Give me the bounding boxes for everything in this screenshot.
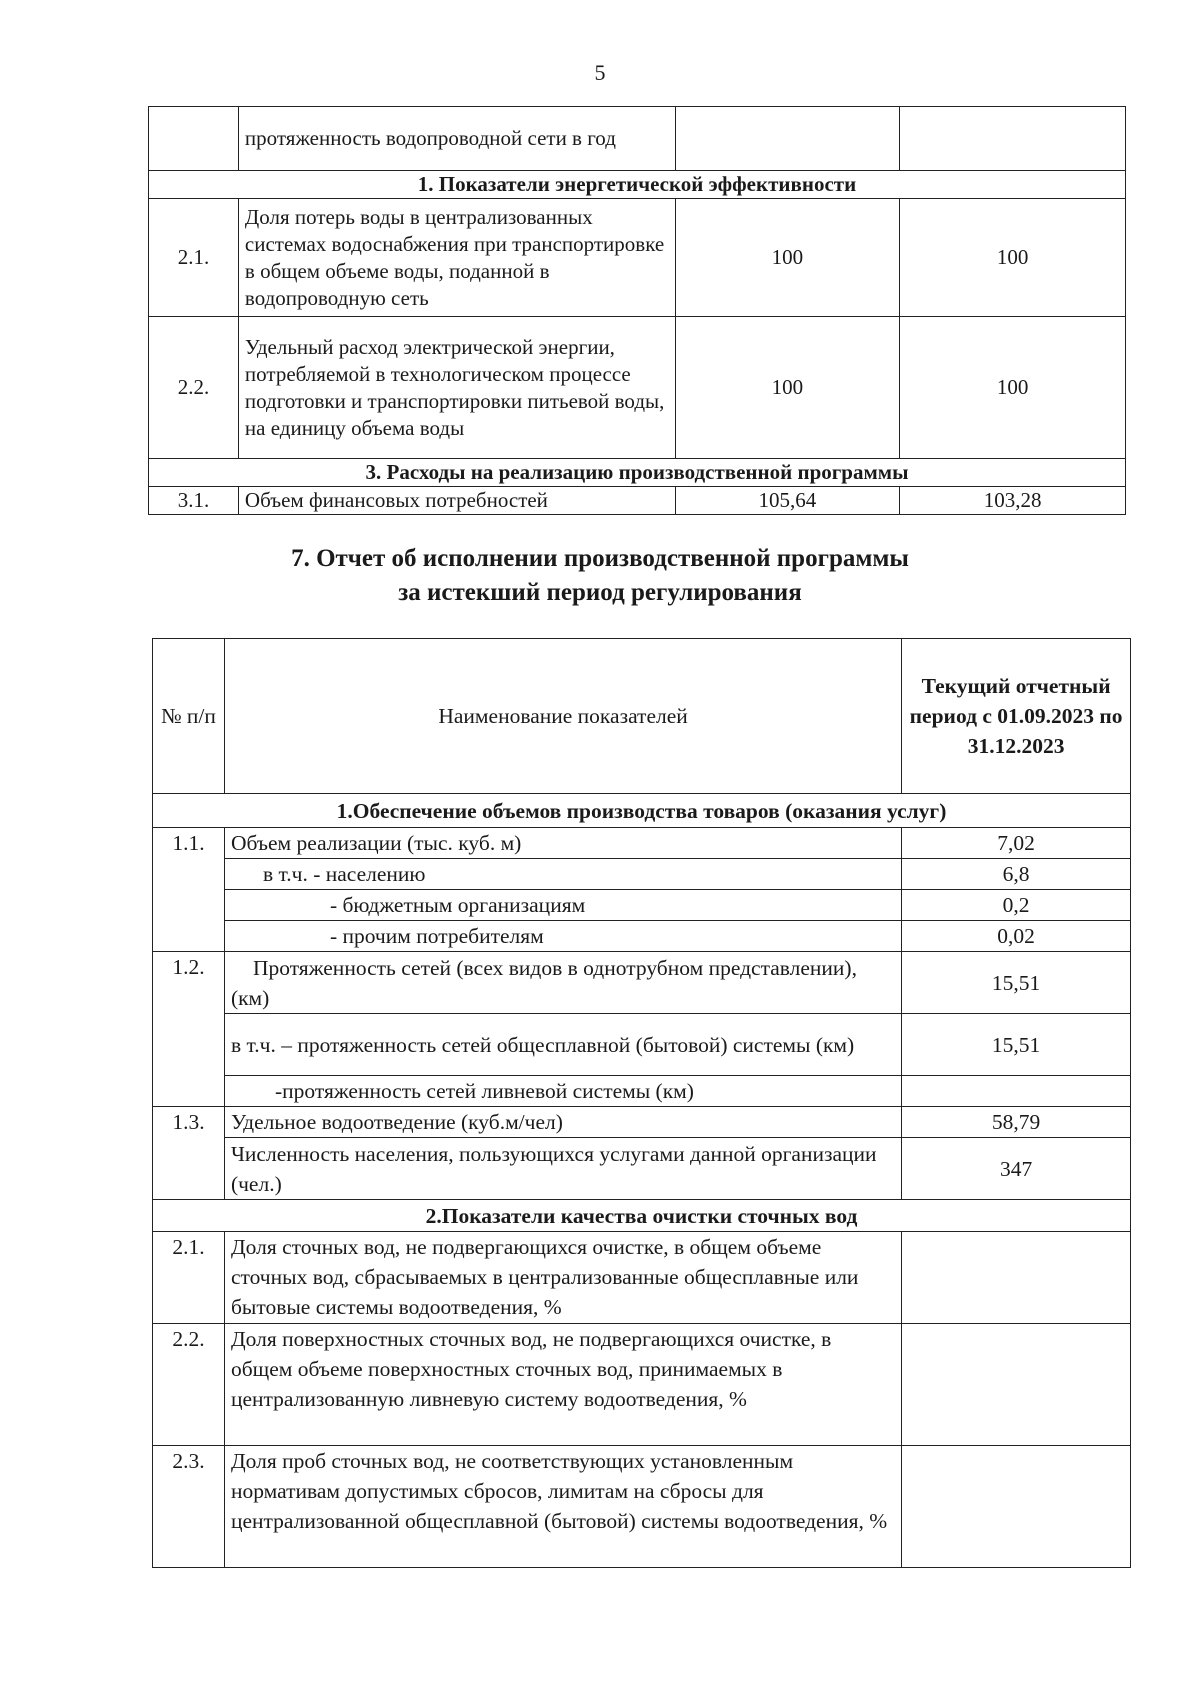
table-row — [149, 199, 1126, 317]
table-row — [153, 1232, 1131, 1324]
table-row — [153, 859, 1131, 890]
value-cell — [900, 107, 1126, 171]
header-period: Текущий отчетный период с 01.09.2023 по 31.12.2023 — [902, 639, 1131, 794]
row-number: 2.2. — [149, 317, 239, 459]
indicator-name: протяженность водопроводной сети в год — [238, 107, 675, 171]
row-number: 1.3. — [153, 1107, 225, 1200]
table-row — [149, 317, 1126, 459]
value-cell: 0,02 — [902, 921, 1131, 952]
section-title: 1.Обеспечение объемов производства товаров (оказания услуг) — [153, 794, 1131, 828]
value-cell: 0,2 — [902, 890, 1131, 921]
table-row — [153, 1324, 1131, 1446]
row-number: 2.2. — [153, 1324, 225, 1446]
table-row — [153, 1107, 1131, 1138]
section-title: 1. Показатели энергетической эффективности — [149, 171, 1126, 199]
table-row — [149, 487, 1126, 515]
table-row — [153, 828, 1131, 859]
value-cell — [902, 1324, 1131, 1446]
table-row — [153, 1014, 1131, 1076]
header-row — [153, 639, 1131, 794]
value-cell: 100 — [675, 317, 900, 459]
page-number: 5 — [594, 60, 606, 85]
value-cell: 103,28 — [900, 487, 1126, 515]
section-title: 2.Показатели качества очистки сточных вод — [153, 1200, 1131, 1232]
table-row — [149, 107, 1126, 171]
indicator-name: в т.ч. – протяженность сетей общесплавной (бытовой) системы (км) — [224, 1014, 901, 1076]
value-cell: 7,02 — [902, 828, 1131, 859]
row-number: 1.1. — [153, 828, 225, 952]
value-cell — [902, 1232, 1131, 1324]
row-number: 2.1. — [149, 199, 239, 317]
table-energy-indicators — [148, 106, 1126, 515]
value-cell — [902, 1076, 1131, 1107]
section-subheading: за истекший период регулирования — [398, 579, 802, 606]
indicator-name: -протяженность сетей ливневой системы (км) — [224, 1076, 901, 1107]
value-cell: 6,8 — [902, 859, 1131, 890]
indicator-name: Удельное водоотведение (куб.м/чел) — [224, 1107, 901, 1138]
value-cell — [675, 107, 900, 171]
section-row — [153, 1200, 1131, 1232]
indicator-name: Доля сточных вод, не подвергающихся очистке, в общем объеме сточных вод, сбрасываемых в централизованные общесплавные или бытовые системы водоотведения, % — [224, 1232, 901, 1324]
table-row — [153, 1138, 1131, 1200]
indicator-name: Доля проб сточных вод, не соответствующих установленным нормативам допустимых сбросов, лимитам на сбросы для централизованной общесплавной (бытовой) системы водоотведения, % — [224, 1446, 901, 1568]
row-number — [149, 107, 239, 171]
header-name: Наименование показателей — [224, 639, 901, 794]
section-row — [153, 794, 1131, 828]
section-title: 3. Расходы на реализацию производственной программы — [149, 459, 1126, 487]
value-cell: 100 — [900, 317, 1126, 459]
row-number: 2.1. — [153, 1232, 225, 1324]
indicator-name: Численность населения, пользующихся услугами данной организации (чел.) — [224, 1138, 901, 1200]
value-cell: 100 — [900, 199, 1126, 317]
indicator-name: в т.ч. - населению — [224, 859, 901, 890]
indicator-name: Объем финансовых потребностей — [238, 487, 675, 515]
value-cell: 100 — [675, 199, 900, 317]
indicator-name: Доля поверхностных сточных вод, не подвергающихся очистке, в общем объеме поверхностных сточных вод, принимаемых в централизованную ливневую систему водоотведения, % — [224, 1324, 901, 1446]
value-cell — [902, 1446, 1131, 1568]
row-number: 2.3. — [153, 1446, 225, 1568]
indicator-name: Объем реализации (тыс. куб. м) — [224, 828, 901, 859]
row-number: 1.2. — [153, 952, 225, 1107]
value-cell: 58,79 — [902, 1107, 1131, 1138]
table-row — [153, 921, 1131, 952]
indicator-name: Удельный расход электрической энергии, потребляемой в технологическом процессе подготовки и транспортировки питьевой воды, на единицу объема воды — [238, 317, 675, 459]
table-production-report — [152, 638, 1131, 1568]
indicator-name: Протяженность сетей (всех видов в однотрубном представлении), (км) — [224, 952, 901, 1014]
table-row — [153, 1076, 1131, 1107]
value-cell: 15,51 — [902, 1014, 1131, 1076]
section-row — [149, 459, 1126, 487]
header-number: № п/п — [153, 639, 225, 794]
table-row — [153, 952, 1131, 1014]
table-row — [153, 1446, 1131, 1568]
value-cell: 105,64 — [675, 487, 900, 515]
indicator-name: - бюджетным организациям — [224, 890, 901, 921]
section-row — [149, 171, 1126, 199]
section-heading: 7. Отчет об исполнении производственной программы — [291, 545, 909, 572]
indicator-name: - прочим потребителям — [224, 921, 901, 952]
value-cell: 347 — [902, 1138, 1131, 1200]
indicator-name: Доля потерь воды в централизованных системах водоснабжения при транспортировке в общем объеме воды, поданной в водопроводную сеть — [238, 199, 675, 317]
table-row — [153, 890, 1131, 921]
value-cell: 15,51 — [902, 952, 1131, 1014]
row-number: 3.1. — [149, 487, 239, 515]
